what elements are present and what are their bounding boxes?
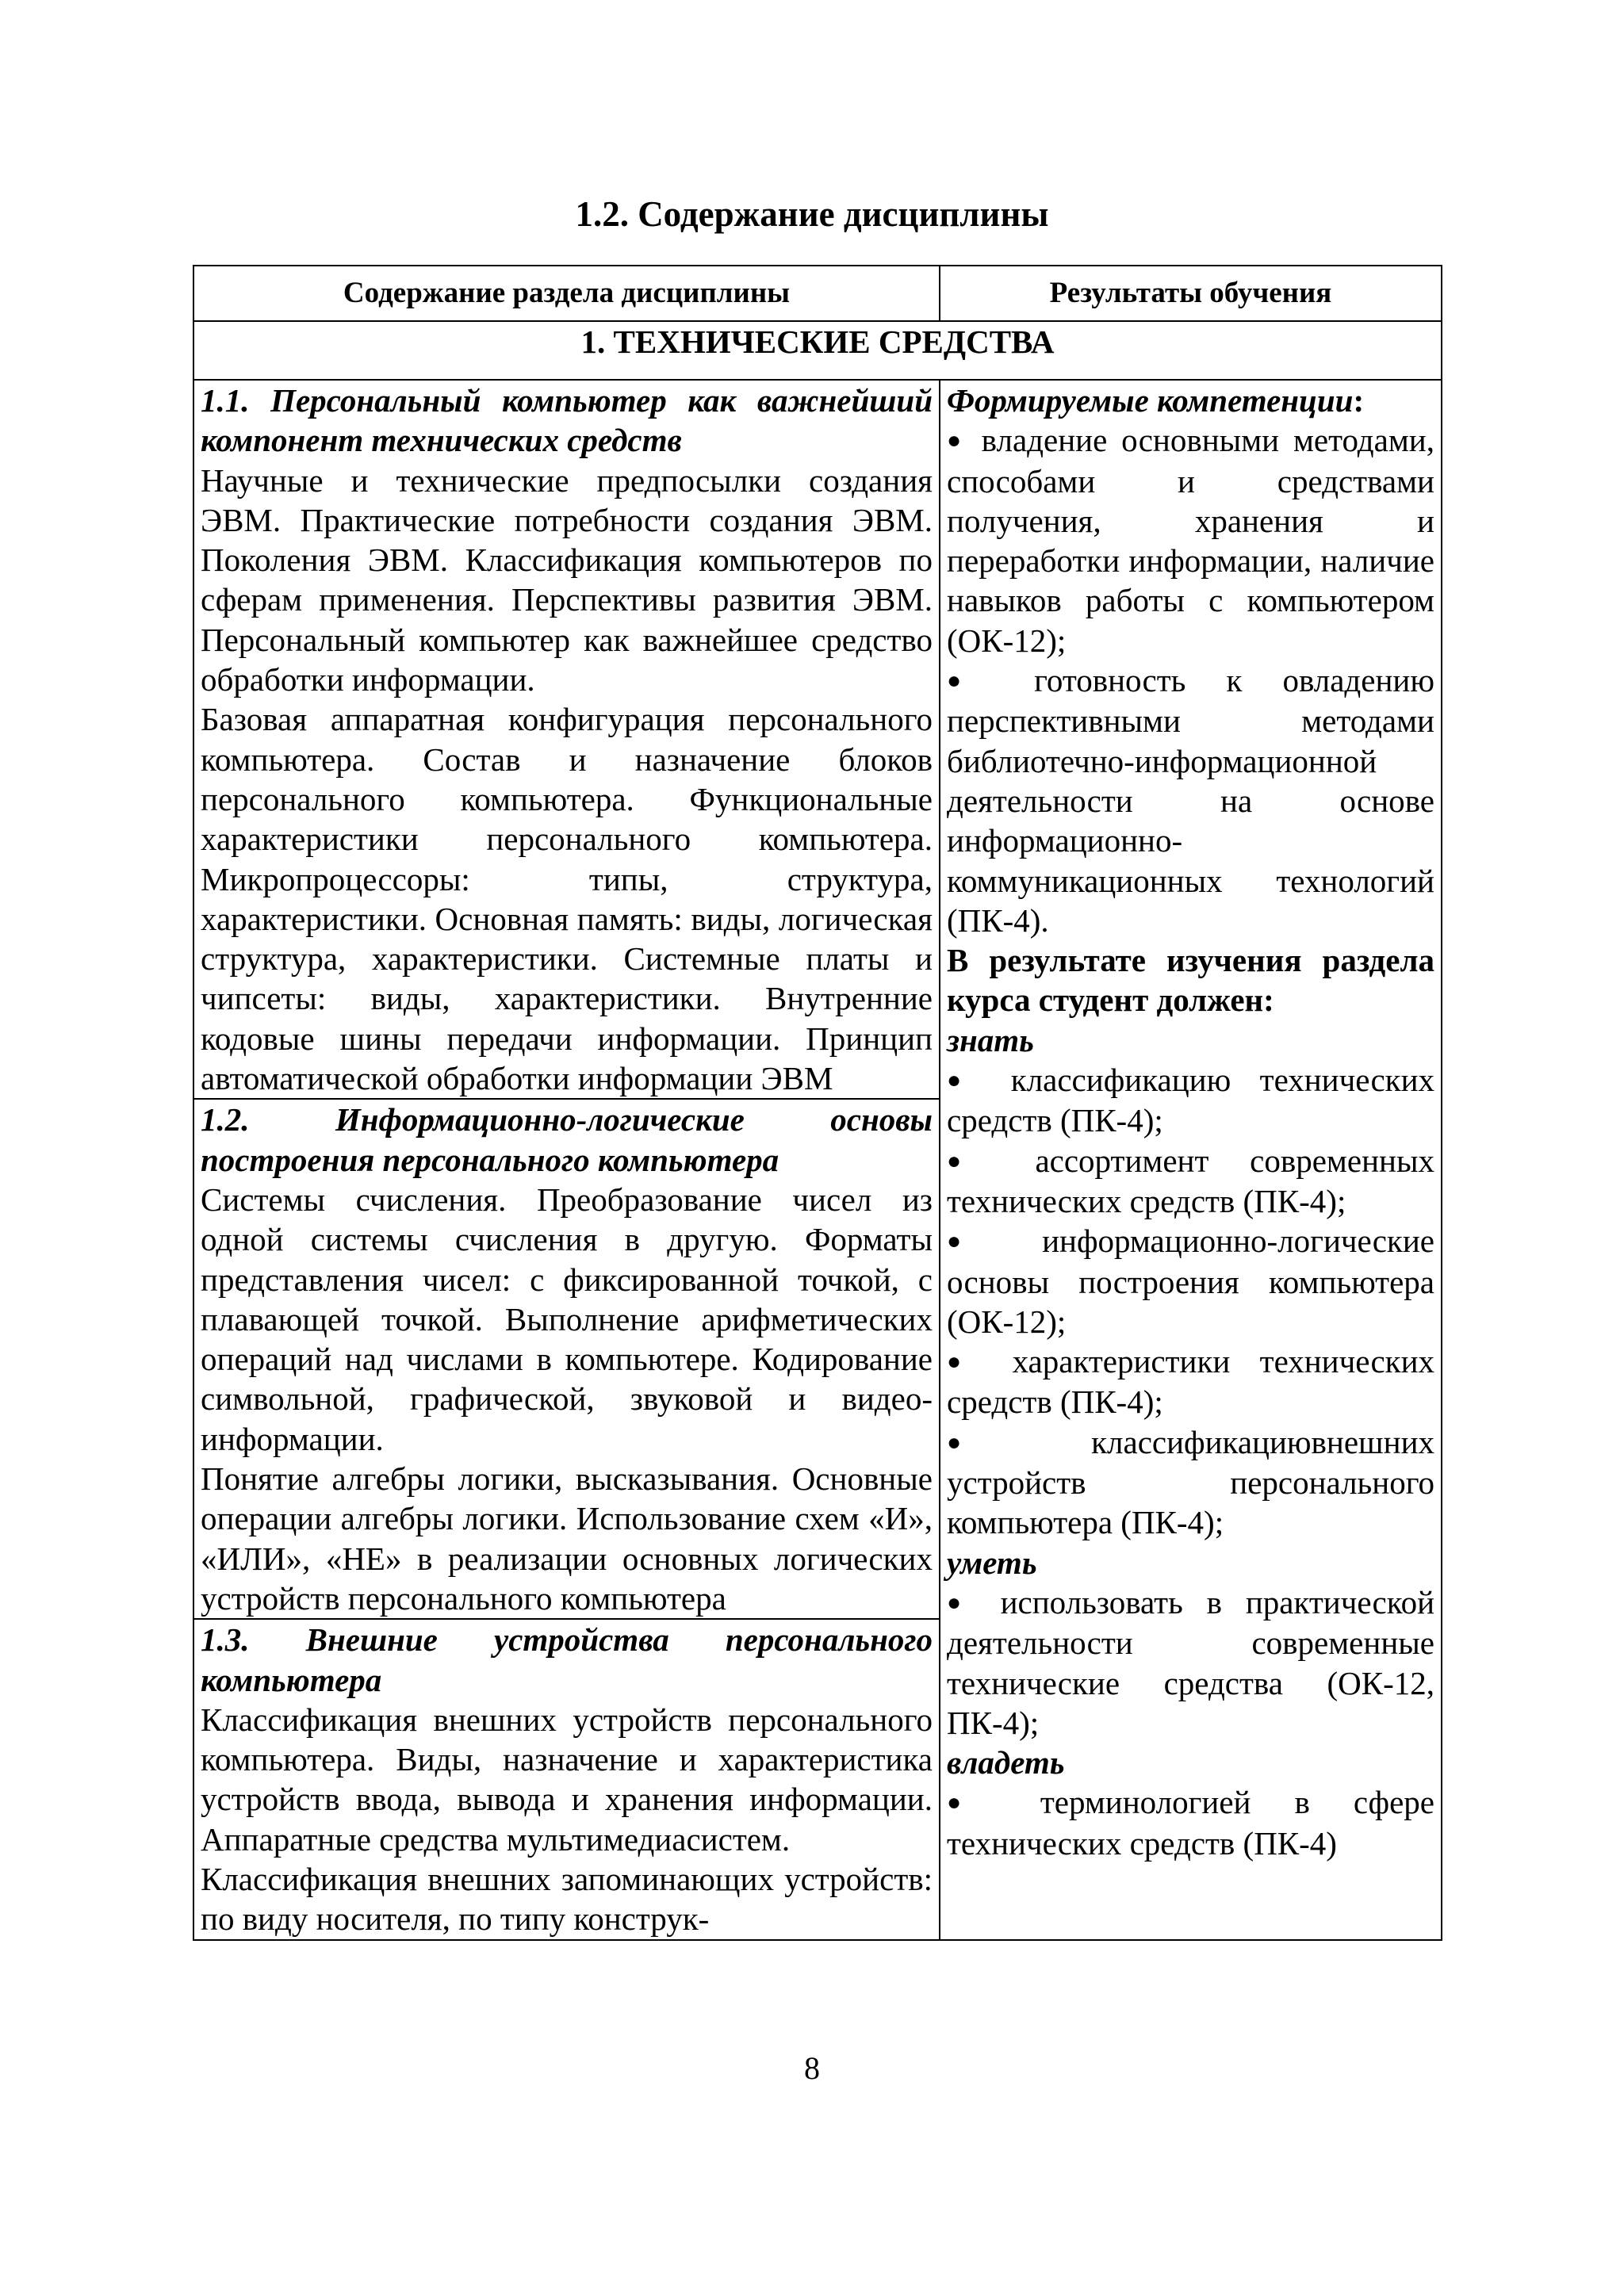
competencies-heading: Формируемые компетенции:: [947, 382, 1365, 419]
can-label: уметь: [947, 1544, 1037, 1581]
know-label: знать: [947, 1021, 1034, 1058]
study-result-heading: В результате изучения раздела курса студент должен:: [947, 942, 1434, 1019]
own-label: владеть: [947, 1744, 1065, 1781]
subsection-paragraph: Системы счисления. Преобразование чисел из одной системы счисления в другую. Форматы представления чисел: с фиксированной точкой, с плавающей точкой. Выполнение арифметических операций над числами в компьютере. Кодирование символьной, графической, звуковой и видео-информации.: [201, 1181, 933, 1457]
discipline-content-table: [193, 265, 1442, 1941]
table-row: [193, 380, 1442, 1099]
subsection-cell-1-3: [193, 1619, 940, 1939]
bullet-icon: ●: [947, 1228, 998, 1255]
subsection-cell-1-1: [193, 380, 940, 1099]
list-item: ● классификацию технических средств (ПК-4);: [947, 1062, 1435, 1139]
page-title: 1.2. Содержание дисциплины: [575, 194, 1049, 234]
bullet-icon: ●: [947, 427, 967, 454]
subsection-heading: 1.2. Информационно-логические основы построения персонального компьютера: [201, 1101, 933, 1178]
subsection-paragraph: Базовая аппаратная конфигурация персонального компьютера. Состав и назначение блоков персонального компьютера. Функциональные характеристики персонального компьютера. Микропроцессоры: типы, структура, характеристики. Основная память: виды, логическая структура, характеристики. Системные платы и чипсеты: виды, характеристики. Внутренние кодовые шины передачи информации. Принцип автоматической обработки информации ЭВМ: [201, 701, 933, 1097]
competencies-label: Формируемые компетенции: [947, 382, 1354, 419]
list-item: ● использовать в практической деятельности современные технические средства (ОК-12, ПК-4);: [947, 1583, 1435, 1741]
bullet-icon: ●: [947, 668, 994, 695]
list-item: ● готовность к овладению перспективными методами библиотечно-информационной деятельности на основе информационно-коммуникационных технологий (ПК-4).: [947, 662, 1435, 939]
learning-results-cell: [940, 380, 1442, 1940]
bullet-icon: ●: [947, 1429, 1022, 1456]
column-header-content: Содержание раздела дисциплины: [193, 266, 940, 321]
list-item: ● характеристики технических средств (ПК-4);: [947, 1343, 1435, 1421]
bullet-icon: ●: [947, 1067, 982, 1094]
section-row: [193, 321, 1442, 380]
list-item: ● владение основными методами, способами и средствами получения, хранения и переработки информации, наличие навыков работы с компьютером (ОК-12);: [947, 422, 1435, 659]
subsection-paragraph: Классификация внешних устройств персонального компьютера. Виды, назначение и характеристика устройств ввода, вывода и хранения информации. Аппаратные средства мультимедиасистем.: [201, 1701, 933, 1858]
section-title: 1. ТЕХНИЧЕСКИЕ СРЕДСТВА: [193, 321, 1442, 380]
bullet-icon: ●: [947, 1147, 994, 1174]
list-item: ● классификациювнешних устройств персонального компьютера (ПК-4);: [947, 1423, 1435, 1541]
page-number: 8: [804, 2050, 820, 2086]
list-item: ● терминологией в сфере технических средств (ПК-4): [947, 1784, 1434, 1862]
bullet-icon: ●: [947, 1349, 983, 1376]
subsection-heading: 1.3. Внешние устройства персонального компьютера: [201, 1621, 933, 1698]
bullet-icon: ●: [947, 1789, 997, 1816]
subsection-paragraph: Научные и технические предпосылки создания ЭВМ. Практические потребности создания ЭВМ. Поколения ЭВМ. Классификация компьютеров по сферам применения. Перспективы развития ЭВМ. Персональный компьютер как важнейшее средство обработки информации.: [201, 461, 933, 698]
subsection-cell-1-2: [193, 1099, 940, 1619]
subsection-paragraph: Понятие алгебры логики, высказывания. Основные операции алгебры логики. Использование схем «И», «ИЛИ», «НЕ» в реализации основных логических устройств персонального компьютера: [201, 1460, 933, 1617]
table-header-row: [193, 266, 1442, 321]
list-item: ● ассортимент современных технических средств (ПК-4);: [947, 1142, 1435, 1219]
subsection-paragraph: Классификация внешних запоминающих устройств: по виду носителя, по типу конструк-: [201, 1860, 933, 1938]
bullet-icon: ●: [947, 1589, 977, 1616]
list-item: ● информационно-логические основы построения компьютера (ОК-12);: [947, 1223, 1434, 1340]
column-header-results: Результаты обучения: [940, 266, 1442, 321]
subsection-heading: 1.1. Персональный компьютер как важнейший компонент технических средств: [201, 382, 933, 459]
